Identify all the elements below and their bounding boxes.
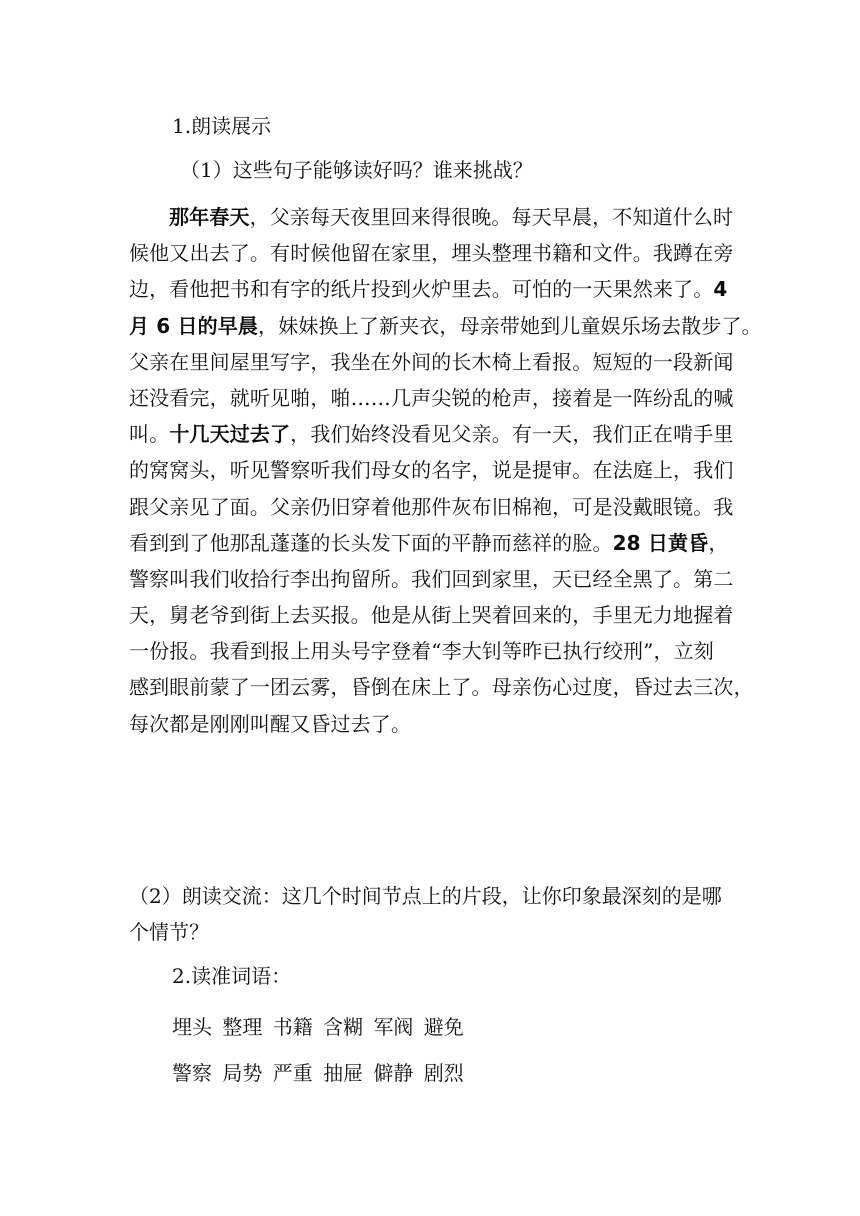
- passage-line: [129, 706, 729, 742]
- vocabulary-word: 埋头: [172, 1015, 212, 1039]
- vocabulary-word: 警察: [172, 1061, 212, 1085]
- passage-text: 感到眼前蒙了一团云雾，昏倒在床上了。母亲伤心过度，昏过去三次，: [129, 675, 754, 700]
- section-title-word-reading: 2.读准词语：: [172, 964, 292, 988]
- passage-text: 每次都是刚刚叫醒又昏过去了。: [129, 711, 412, 736]
- passage-line: [129, 380, 734, 416]
- passage-text: 候他又出去了。有时候他留在家里，埋头整理书籍和文件。我蹲在旁: [129, 241, 734, 266]
- vocabulary-word: 严重: [272, 1061, 313, 1085]
- passage-text: ，妹妹换上了新夹衣，母亲带她到儿童娱乐场去散步了。: [258, 313, 762, 338]
- vocabulary-word: 含糊: [323, 1015, 364, 1039]
- passage-line: [129, 344, 734, 380]
- passage-line: [129, 669, 754, 705]
- time-marker: 那年春天: [169, 205, 250, 229]
- word-list-row: [172, 1015, 464, 1039]
- passage-line: [129, 199, 734, 235]
- vocabulary-word: 抽屉: [323, 1061, 364, 1085]
- passage-text: ，: [708, 530, 729, 555]
- section-title-reading-display: 1.朗读展示: [172, 114, 272, 138]
- vocabulary-word: 剧烈: [423, 1061, 464, 1085]
- passage-text: 的窝窝头，听见警察听我们母女的名字，说是提审。在法庭上，我们: [129, 458, 734, 483]
- passage-line: [129, 633, 729, 669]
- passage-text: ，我们始终没看见父亲。有一天，我们正在啃手里: [290, 422, 734, 447]
- time-marker: 月 6 日的早晨: [129, 313, 259, 338]
- time-marker: 十几天过去了: [169, 422, 291, 447]
- passage-line: [129, 561, 734, 597]
- question-line: （2）朗读交流：这几个时间节点上的片段，让你印象最深刻的是哪: [129, 884, 722, 908]
- passage-text: 警察叫我们收拾行李出拘留所。我们回到家里，天已经全黑了。第二: [129, 566, 734, 591]
- reading-discussion-question: [129, 878, 749, 950]
- passage-text: 边，看他把书和有字的纸片投到火炉里去。可怕的一天果然来了。: [129, 277, 714, 302]
- question-one: （1）这些句子能够读好吗？谁来挑战？: [180, 158, 533, 182]
- passage-line: [129, 416, 734, 452]
- vocabulary-word: 局势: [222, 1061, 263, 1085]
- passage-text: 一份报。我看到报上用头号字登着“李大钊等昨已执行绞刑”，立刻: [129, 639, 714, 664]
- passage-line: [129, 489, 734, 525]
- vocabulary-word: 避免: [423, 1015, 464, 1039]
- passage-text: 叫。: [129, 422, 170, 447]
- vocabulary-word: 整理: [222, 1015, 263, 1039]
- vocabulary-word: 军阀: [373, 1015, 414, 1039]
- passage-text: 跟父亲见了面。父亲仍旧穿着他那件灰布旧棉袍，可是没戴眼镜。我: [129, 494, 734, 519]
- passage-text: ，父亲每天夜里回来得很晚。每天早晨，不知道什么时: [249, 205, 734, 229]
- passage-line: [129, 452, 734, 488]
- time-marker: 4: [713, 277, 728, 302]
- reading-passage: [129, 199, 762, 742]
- passage-text: 看到到了他那乱蓬蓬的长头发下面的平静而慈祥的脸。: [129, 530, 613, 555]
- passage-text: 父亲在里间屋里写字，我坐在外间的长木椅上看报。短短的一段新闻: [129, 349, 734, 374]
- passage-line: [129, 308, 762, 344]
- passage-line: [129, 597, 734, 633]
- time-marker: 28 日黄昏: [612, 530, 709, 555]
- question-line: 个情节？: [129, 920, 209, 944]
- passage-line: [129, 271, 729, 307]
- word-list-row: [172, 1061, 464, 1085]
- passage-line: [129, 235, 734, 271]
- passage-text: 天，舅老爷到街上去买报。他是从街上哭着回来的，手里无力地握着: [129, 603, 734, 628]
- passage-line: [129, 525, 729, 561]
- passage-text: 还没看完，就听见啪，啪……几声尖锐的枪声，接着是一阵纷乱的喊: [129, 385, 734, 410]
- vocabulary-word: 书籍: [272, 1015, 313, 1039]
- vocabulary-word: 僻静: [373, 1061, 414, 1085]
